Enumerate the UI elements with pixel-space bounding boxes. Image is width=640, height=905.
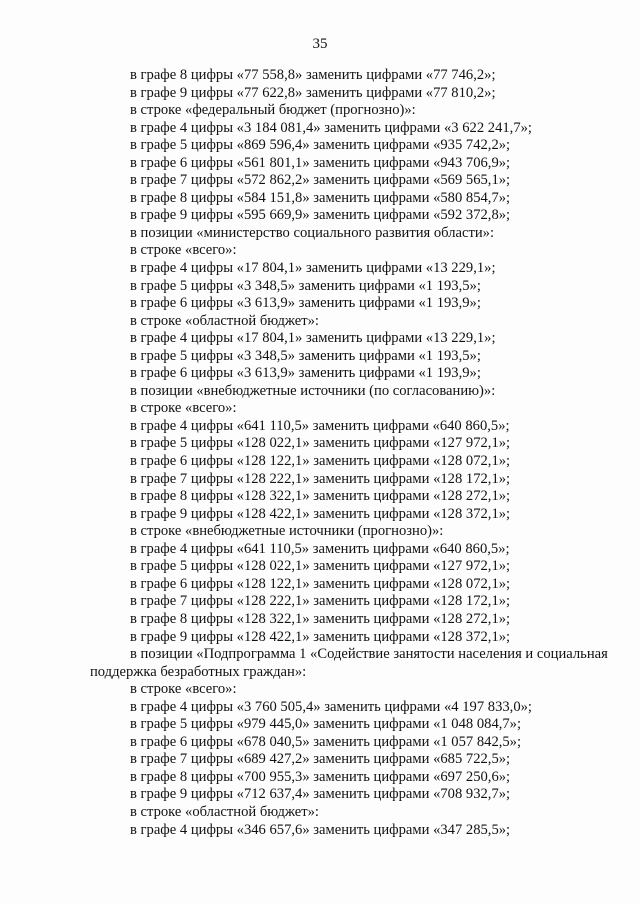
text-line: в графе 4 цифры «3 760 505,4» заменить цифрами «4 197 833,0»;	[130, 698, 532, 715]
text-line: в позиции «министерство социального развития области»:	[130, 224, 495, 241]
text-line: в графе 7 цифры «128 222,1» заменить цифрами «128 172,1»;	[130, 593, 511, 610]
text-line: в графе 6 цифры «128 122,1» заменить цифрами «128 072,1»;	[130, 453, 511, 470]
text-line: в строке «внебюджетные источники (прогнозно)»:	[130, 523, 444, 540]
text-line: в графе 4 цифры «3 184 081,4» заменить цифрами «3 622 241,7»;	[130, 119, 532, 136]
text-line: в графе 5 цифры «128 022,1» заменить цифрами «127 972,1»;	[130, 558, 511, 575]
text-line: в графе 5 цифры «3 348,5» заменить цифрами «1 193,5»;	[130, 277, 481, 294]
text-line: в графе 5 цифры «3 348,5» заменить цифрами «1 193,5»;	[130, 347, 481, 364]
text-line: в строке «всего»:	[130, 400, 237, 417]
text-line: в графе 9 цифры «77 622,8» заменить цифрами «77 810,2»;	[130, 84, 496, 101]
text-line: в графе 5 цифры «979 445,0» заменить цифрами «1 048 084,7»;	[130, 716, 522, 733]
text-line: поддержка безработных граждан»:	[90, 663, 307, 680]
text-line: в графе 4 цифры «17 804,1» заменить цифрами «13 229,1»;	[130, 260, 496, 277]
text-line: в графе 6 цифры «678 040,5» заменить цифрами «1 057 842,5»;	[130, 733, 522, 750]
text-line: в графе 6 цифры «128 122,1» заменить цифрами «128 072,1»;	[130, 575, 511, 592]
text-line: в графе 9 цифры «595 669,9» заменить цифрами «592 372,8»;	[130, 207, 511, 224]
text-line: в графе 8 цифры «77 558,8» заменить цифрами «77 746,2»;	[130, 67, 496, 83]
text-line: в строке «федеральный бюджет (прогнозно)»:	[130, 102, 416, 119]
text-line: в графе 5 цифры «869 596,4» заменить цифрами «935 742,2»;	[130, 137, 511, 154]
text-line: в графе 8 цифры «584 151,8» заменить цифрами «580 854,7»;	[130, 189, 511, 206]
text-line: в графе 8 цифры «128 322,1» заменить цифрами «128 272,1»;	[130, 488, 511, 505]
text-line: в строке «областной бюджет»:	[130, 312, 319, 329]
text-line: в графе 6 цифры «3 613,9» заменить цифрами «1 193,9»;	[130, 365, 481, 382]
text-line: в графе 9 цифры «128 422,1» заменить цифрами «128 372,1»;	[130, 505, 511, 522]
page-number: 35	[312, 36, 328, 52]
text-line: в графе 7 цифры «128 222,1» заменить цифрами «128 172,1»;	[130, 470, 511, 487]
text-line: в позиции «Подпрограмма 1 «Содействие занятости населения и социальная	[130, 646, 608, 663]
text-line: в графе 7 цифры «689 427,2» заменить цифрами «685 722,5»;	[130, 751, 511, 768]
text-line: в позиции «внебюджетные источники (по согласованию)»:	[130, 382, 496, 399]
text-line: в графе 4 цифры «641 110,5» заменить цифрами «640 860,5»;	[130, 540, 510, 557]
text-line: в строке «всего»:	[130, 681, 237, 698]
text-line: в графе 7 цифры «572 862,2» заменить цифрами «569 565,1»;	[130, 172, 511, 189]
text-line: в графе 5 цифры «128 022,1» заменить цифрами «127 972,1»;	[130, 435, 511, 452]
text-line: в графе 4 цифры «641 110,5» заменить цифрами «640 860,5»;	[130, 417, 510, 434]
text-line: в графе 6 цифры «3 613,9» заменить цифрами «1 193,9»;	[130, 295, 481, 312]
text-line: в графе 8 цифры «700 955,3» заменить цифрами «697 250,6»;	[130, 768, 511, 785]
text-line: в графе 6 цифры «561 801,1» заменить цифрами «943 706,9»;	[130, 154, 511, 171]
text-line: в строке «областной бюджет»:	[130, 803, 319, 820]
text-line: в графе 4 цифры «17 804,1» заменить цифрами «13 229,1»;	[130, 330, 496, 347]
text-line: в графе 9 цифры «712 637,4» заменить цифрами «708 932,7»;	[130, 786, 511, 803]
text-line: в графе 4 цифры «346 657,6» заменить цифрами «347 285,5»;	[130, 821, 511, 838]
text-line: в строке «всего»:	[130, 242, 237, 259]
text-line: в графе 8 цифры «128 322,1» заменить цифрами «128 272,1»;	[130, 610, 511, 627]
text-line: в графе 9 цифры «128 422,1» заменить цифрами «128 372,1»;	[130, 628, 511, 645]
document-body	[90, 67, 608, 839]
